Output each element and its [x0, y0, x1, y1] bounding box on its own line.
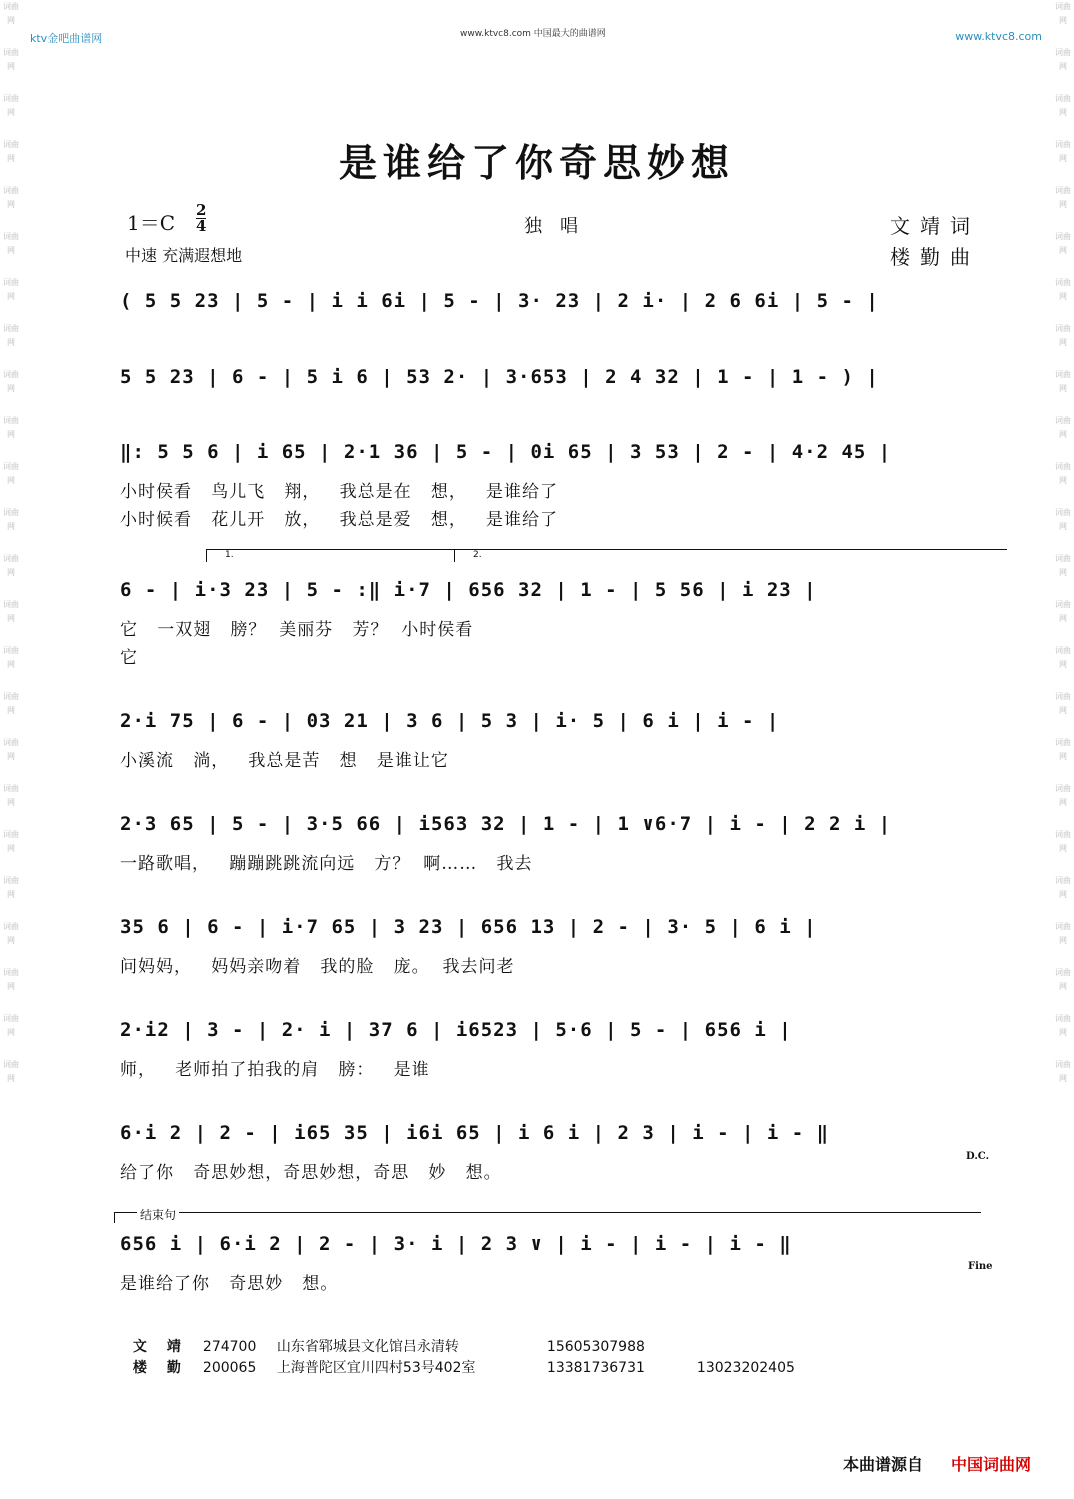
contact-composer	[124, 1341, 847, 1377]
notation-line: 5 5 23 | 6 - | 5 i 6 | 53 2· | 3·653 | 2 4 32 | 1 - | 1 - ) |	[120, 366, 879, 388]
site-name-left[interactable]: ktv金吧曲谱网	[30, 32, 103, 45]
contact-name: 文靖	[132, 1339, 201, 1355]
watermark-text: 词曲网	[1055, 508, 1071, 531]
composer-credit: 楼勤曲	[890, 245, 980, 269]
watermark-text: 词曲网	[1055, 2, 1071, 25]
notation-line: 35 6 | 6 - | i·7 65 | 3 23 | 656 13 | 2 - | 3· 5 | 6 i |	[120, 916, 817, 938]
right-watermark-column	[1052, 0, 1074, 1499]
footer-source-label: 本曲谱源自	[843, 1455, 924, 1474]
notation-line: 656 i | 6·i 2 | 2 - | 3· i | 2 3 ∨ | i - | i - | i - ‖	[120, 1233, 792, 1255]
watermark-text: 词曲网	[3, 2, 19, 25]
time-signature	[196, 203, 206, 234]
lyric-line: 小溪流 淌， 我总是苦 想 是谁让它	[120, 751, 449, 771]
watermark-text: 词曲网	[1055, 370, 1071, 393]
ending-label: 结束句	[137, 1206, 179, 1223]
lyric-verse-1: 小时侯看 鸟儿飞 翔， 我总是在 想， 是谁给了	[120, 482, 559, 502]
notation-line: ( 5 5 23 | 5 - | i i 6i | 5 - | 3· 23 | 2 i· | 2 6 6i | 5 - |	[120, 290, 879, 312]
lyric-line: 问妈妈， 妈妈亲吻着 我的脸 庞。 我去问老	[120, 957, 515, 977]
lyric-verse-1: 它 一双翅 膀？ 美丽芬 芳？ 小时侯看	[120, 620, 474, 640]
volta-second-ending: 2.	[454, 549, 1007, 562]
watermark-text: 词曲网	[3, 462, 19, 485]
watermark-text: 词曲网	[3, 1060, 19, 1083]
notation-line: 2·3 65 | 5 - | 3·5 66 | i563 32 | 1 - | 1 ∨6·7 | i - | 2 2 i |	[120, 813, 892, 835]
watermark-text: 词曲网	[3, 186, 19, 209]
watermark-text: 词曲网	[3, 48, 19, 71]
watermark-text: 词曲网	[1055, 48, 1071, 71]
watermark-text: 词曲网	[1055, 738, 1071, 761]
lyric-line: 给了你 奇思妙想，奇思妙想，奇思 妙 想。	[120, 1163, 502, 1183]
contact-name: 楼勤	[132, 1360, 201, 1376]
watermark-text: 词曲网	[1055, 1060, 1071, 1083]
watermark-text: 词曲网	[1055, 554, 1071, 577]
watermark-text: 词曲网	[1055, 968, 1071, 991]
watermark-text: 词曲网	[3, 830, 19, 853]
dc-mark: D.C.	[966, 1151, 990, 1162]
notation-line: 2·i 75 | 6 - | 03 21 | 3 6 | 5 3 | i· 5 | 6 i | i - |	[120, 710, 780, 732]
contact-zip: 200065	[202, 1360, 257, 1376]
watermark-text: 词曲网	[3, 416, 19, 439]
watermark-text: 词曲网	[1055, 186, 1071, 209]
tempo-marking: 中速 充满遐想地	[125, 246, 243, 265]
watermark-text: 词曲网	[3, 324, 19, 347]
watermark-text: 词曲网	[1055, 278, 1071, 301]
performance-type: 独唱	[524, 216, 596, 237]
watermark-text: 词曲网	[3, 278, 19, 301]
watermark-text: 词曲网	[1055, 462, 1071, 485]
watermark-text: 词曲网	[1055, 876, 1071, 899]
watermark-text: 词曲网	[1055, 140, 1071, 163]
key-signature: 1＝C	[127, 211, 176, 235]
watermark-text: 词曲网	[1055, 232, 1071, 255]
watermark-text: 词曲网	[1055, 94, 1071, 117]
contact-phone: 13023202405	[696, 1360, 795, 1376]
lyric-verse-2: 小时候看 花儿开 放， 我总是爱 想， 是谁给了	[120, 510, 559, 530]
lyricist-credit: 文靖词	[890, 214, 980, 238]
watermark-text: 词曲网	[3, 968, 19, 991]
watermark-text: 词曲网	[1055, 646, 1071, 669]
notation-line: 2·i2 | 3 - | 2· i | 37 6 | i6523 | 5·6 | 5 - | 656 i |	[120, 1019, 792, 1041]
watermark-text: 词曲网	[3, 370, 19, 393]
time-signature-bottom: 4	[196, 217, 207, 235]
contact-phone: 15605307988	[546, 1339, 645, 1355]
watermark-text: 词曲网	[1055, 416, 1071, 439]
site-header	[30, 0, 1044, 45]
watermark-text: 词曲网	[3, 1014, 19, 1037]
watermark-text: 词曲网	[3, 784, 19, 807]
contact-address: 上海普陀区宜川四村53号402室	[276, 1360, 476, 1376]
volta-first-ending: 1.	[206, 549, 461, 562]
watermark-text: 词曲网	[3, 232, 19, 255]
notation-line: 6·i 2 | 2 - | i65 35 | i6i 65 | i 6 i | 2 3 | i - | i - ‖	[120, 1122, 830, 1144]
watermark-text: 词曲网	[3, 876, 19, 899]
notation-line: ‖: 5 5 6 | i 65 | 2·1 36 | 5 - | 0i 65 | 3 53 | 2 - | 4·2 45 |	[120, 441, 892, 463]
fine-mark: Fine	[968, 1261, 993, 1272]
footer-brand-link[interactable]: 中国词曲网	[951, 1455, 1032, 1474]
watermark-text: 词曲网	[1055, 784, 1071, 807]
watermark-text: 词曲网	[3, 692, 19, 715]
watermark-text: 词曲网	[1055, 830, 1071, 853]
watermark-text: 词曲网	[3, 600, 19, 623]
watermark-text: 词曲网	[3, 646, 19, 669]
watermark-text: 词曲网	[1055, 600, 1071, 623]
ending-bracket	[114, 1212, 981, 1223]
contact-zip: 274700	[202, 1339, 257, 1355]
site-url-right[interactable]: www.ktvc8.com	[955, 30, 1042, 43]
watermark-text: 词曲网	[1055, 1014, 1071, 1037]
watermark-text: 词曲网	[3, 738, 19, 761]
watermark-text: 词曲网	[1055, 324, 1071, 347]
watermark-text: 词曲网	[3, 94, 19, 117]
watermark-text: 词曲网	[3, 508, 19, 531]
lyric-line: 一路歌唱， 蹦蹦跳跳流向远 方？ 啊…… 我去	[120, 854, 533, 874]
contact-phone: 13381736731	[546, 1360, 645, 1376]
watermark-text: 词曲网	[1055, 922, 1071, 945]
site-tagline: www.ktvc8.com 中国最大的曲谱网	[460, 29, 606, 39]
left-watermark-column	[0, 0, 22, 1499]
notation-line: 6 - | i·3 23 | 5 - :‖ i·7 | 656 32 | 1 - | 5 56 | i 23 |	[120, 579, 817, 601]
lyric-line: 师， 老师拍了拍我的肩 膀： 是谁	[120, 1060, 430, 1080]
lyric-line: 是谁给了你 奇思妙 想。	[120, 1274, 339, 1294]
watermark-text: 词曲网	[3, 140, 19, 163]
watermark-text: 词曲网	[1055, 692, 1071, 715]
contact-address: 山东省郓城县文化馆吕永清转	[276, 1339, 459, 1355]
song-title: 是谁给了你奇思妙想	[338, 140, 735, 185]
watermark-text: 词曲网	[3, 922, 19, 945]
time-signature-top: 2	[196, 201, 207, 219]
watermark-text: 词曲网	[3, 554, 19, 577]
lyric-verse-2: 它	[120, 648, 138, 668]
